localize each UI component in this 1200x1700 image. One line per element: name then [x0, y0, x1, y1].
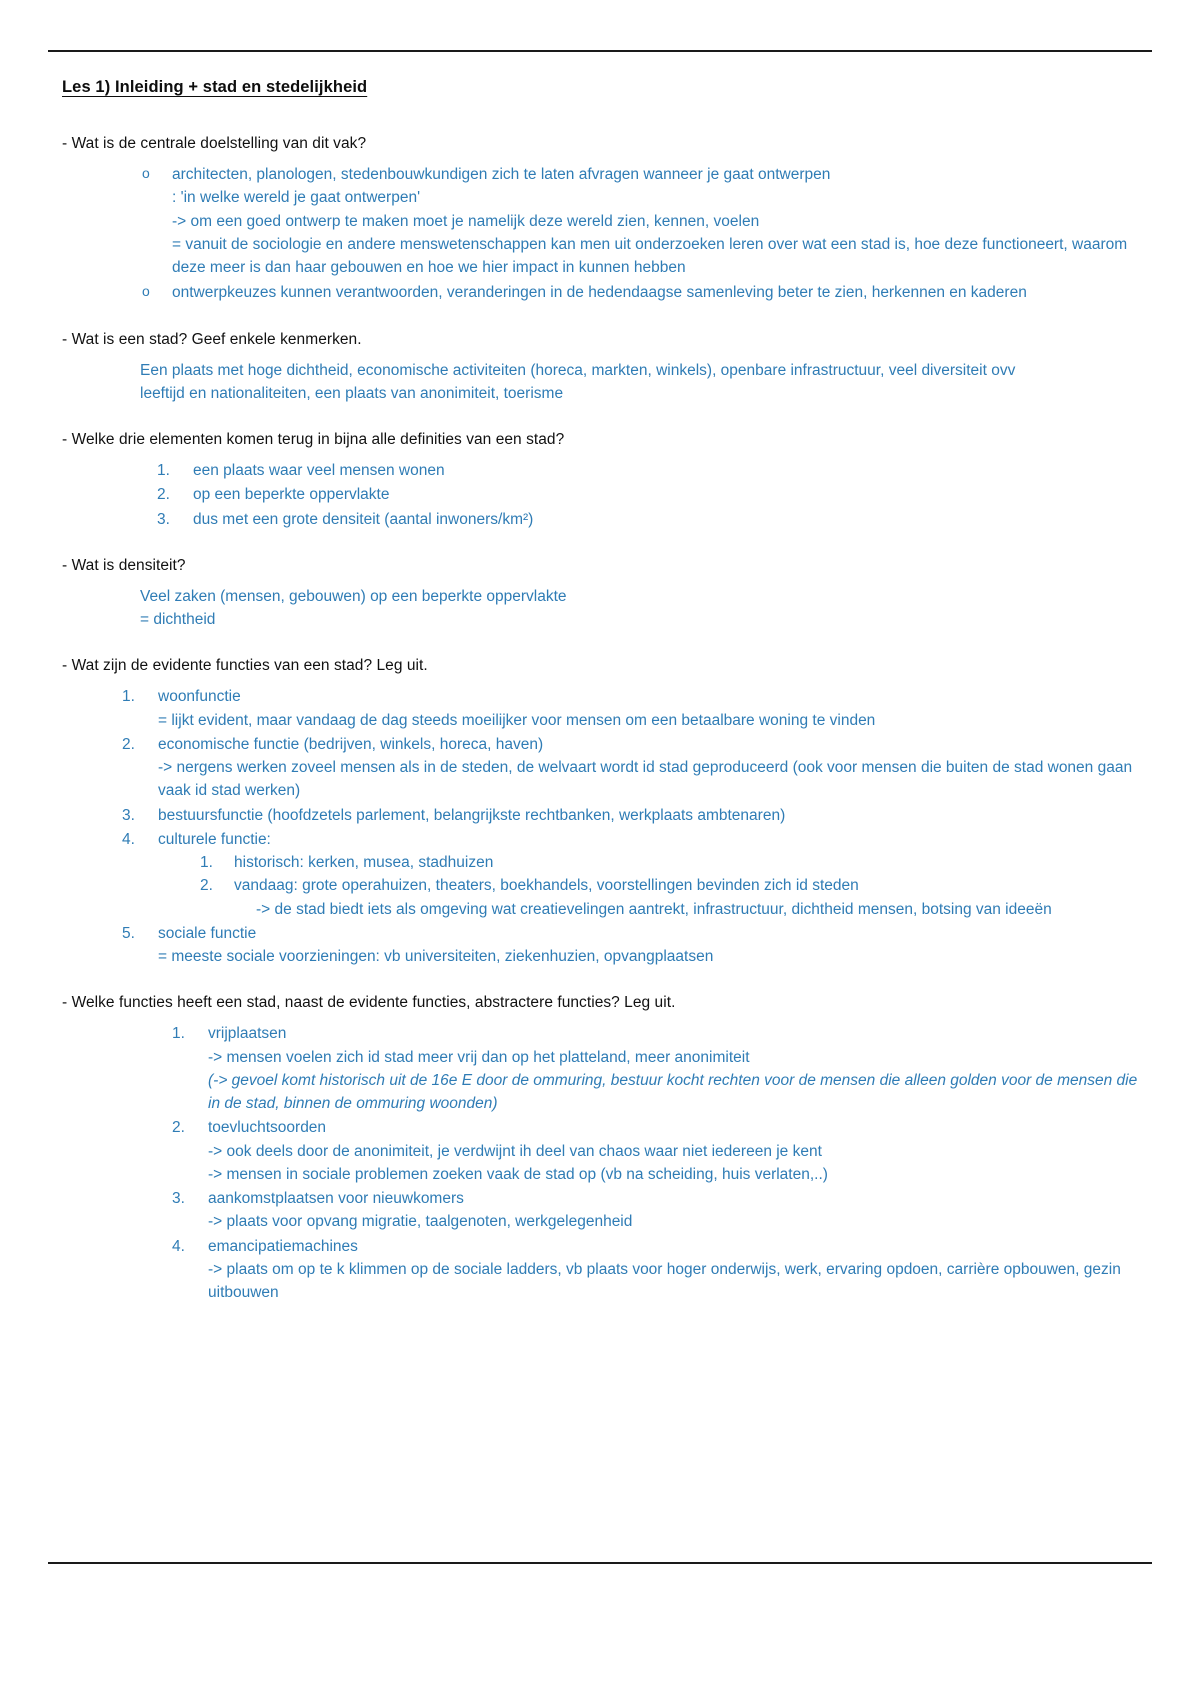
item-detail-text: -> ook deels door de anonimiteit, je verdwijnt ih deel van chaos waar niet iedereen je kent — [208, 1142, 822, 1160]
item-main-text: bestuursfunctie (hoofdzetels parlement, belangrijkste rechtbanken, werkplaats ambtenaren) — [158, 806, 786, 824]
list-item — [142, 163, 1138, 279]
answer-bullet-list — [62, 163, 1138, 305]
bullet-main-text: ontwerpkeuzes kunnen verantwoorden, veranderingen in de hedendaagse samenleving beter te zien, herkennen en kaderen — [172, 284, 1027, 302]
header-rule — [48, 50, 1152, 52]
bullet-detail-text: -> om een goed ontwerp te maken moet je namelijk deze wereld zien, kennen, voelen — [172, 212, 760, 230]
item-main-text: toevluchtsoorden — [208, 1119, 327, 1137]
subitem-detail-text: -> de stad biedt iets als omgeving wat creatievelingen aantrekt, infrastructuur, dichtheid mensen, botsing van ideeën — [256, 900, 1052, 918]
item-detail-text: = lijkt evident, maar vandaag de dag steeds moeilijker voor mensen om een betaalbare woning te vinden — [158, 711, 876, 729]
answer-line: Veel zaken (mensen, gebouwen) op een beperkte oppervlakte — [140, 587, 567, 605]
list-item — [157, 483, 1138, 506]
item-main-text: woonfunctie — [158, 688, 241, 706]
answer-sub-list — [158, 851, 1138, 921]
list-item — [122, 804, 1138, 827]
bullet-detail-text: = vanuit de sociologie en andere menswetenschappen kan men uit onderzoeken leren over wat een stad is, hoe deze functioneert, waarom deze meer is dan haar gebouwen en hoe we hier impact in kunnen hebben — [172, 235, 1128, 276]
question-text: - Welke functies heeft een stad, naast de evidente functies, abstractere functies? Leg uit. — [62, 994, 676, 1012]
item-detail-text: = meeste sociale voorzieningen: vb universiteiten, ziekenhuzien, opvangplaatsen — [158, 948, 714, 965]
answer-numbered-list — [62, 685, 1138, 968]
item-main-text: een plaats waar veel mensen wonen — [193, 462, 445, 479]
item-detail-text: -> plaats om op te k klimmen op de sociale ladders, vb plaats voor hoger onderwijs, werk, ervaring opdoen, carrière opbouwen, gezin uitbouwen — [208, 1260, 1121, 1301]
section-abstractere-functies — [62, 994, 1138, 1304]
item-detail-text: -> nergens werken zoveel mensen als in de steden, de welvaart wordt id stad geproduceerd (ook voor mensen die buiten de stad wonen gaan vaak id stad werken) — [158, 759, 1133, 800]
list-item — [172, 1116, 1138, 1186]
item-main-text: op een beperkte oppervlakte — [193, 486, 390, 504]
item-main-text: dus met een grote densiteit (aantal inwoners/km²) — [193, 510, 534, 528]
section-wat-is-densiteit — [62, 557, 1138, 632]
answer-numbered-list — [62, 1022, 1138, 1304]
subitem-main-text: historisch: kerken, musea, stadhuizen — [234, 854, 494, 871]
section-drie-elementen — [62, 431, 1138, 531]
list-item — [142, 281, 1138, 304]
section-wat-is-een-stad — [62, 331, 1138, 406]
item-detail-text: -> plaats voor opvang migratie, taalgenoten, werkgelegenheid — [208, 1213, 633, 1231]
question-text: - Wat is de centrale doelstelling van dit vak? — [62, 135, 367, 152]
section-centrale-doelstelling — [62, 135, 1138, 305]
answer-paragraph — [140, 585, 1020, 632]
item-main-text: vrijplaatsen — [208, 1025, 287, 1043]
item-detail-text: -> mensen voelen zich id stad meer vrij dan op het platteland, meer anonimiteit — [208, 1048, 750, 1066]
item-detail-text: -> mensen in sociale problemen zoeken vaak de stad op (vb na scheiding, huis verlaten,..) — [208, 1165, 828, 1183]
footer-rule — [48, 1562, 1152, 1564]
bullet-main-text: architecten, planologen, stedenbouwkundigen zich te laten afvragen wanneer je gaat ontwerpen — [172, 166, 831, 183]
item-main-text: emancipatiemachines — [208, 1237, 358, 1255]
item-main-text: sociale functie — [158, 924, 257, 942]
subitem-main-text: vandaag: grote operahuizen, theaters, boekhandels, voorstellingen bevinden zich id steden — [234, 877, 859, 895]
list-item — [122, 828, 1138, 921]
page-title: Les 1) Inleiding + stad en stedelijkheid — [62, 78, 368, 96]
list-item — [157, 508, 1138, 531]
list-item — [122, 733, 1138, 803]
list-item — [157, 459, 1138, 482]
answer-paragraph: Een plaats met hoge dichtheid, economische activiteiten (horeca, markten, winkels), openbare infrastructuur, veel diversiteit ovv leeftijd en nationaliteiten, een plaats van anonimiteit, toerisme — [140, 361, 1016, 402]
question-text: - Wat zijn de evidente functies van een stad? Leg uit. — [62, 657, 428, 675]
item-italic-detail-text: (-> gevoel komt historisch uit de 16e E door de ommuring, bestuur kocht rechten voor de mensen die alleen golden voor de mensen die in de stad, binnen de ommuring woonden) — [208, 1071, 1138, 1112]
list-item — [172, 1022, 1138, 1115]
list-item — [172, 1187, 1138, 1234]
list-item — [122, 922, 1138, 969]
section-evidente-functies — [62, 657, 1138, 968]
list-item — [172, 1235, 1138, 1305]
document-body — [62, 78, 1138, 1324]
item-main-text: aankomstplaatsen voor nieuwkomers — [208, 1190, 464, 1207]
question-text: - Wat is densiteit? — [62, 556, 186, 574]
answer-numbered-list — [62, 459, 1138, 531]
bullet-detail-text: : 'in welke wereld je gaat ontwerpen' — [172, 189, 421, 207]
item-main-text: culturele functie: — [158, 830, 271, 848]
question-text: - Welke drie elementen komen terug in bijna alle definities van een stad? — [62, 431, 565, 448]
list-item — [200, 874, 1138, 921]
list-item — [122, 685, 1138, 732]
list-item — [200, 851, 1138, 874]
question-text: - Wat is een stad? Geef enkele kenmerken. — [62, 330, 362, 348]
answer-line: = dichtheid — [140, 611, 216, 628]
item-main-text: economische functie (bedrijven, winkels, horeca, haven) — [158, 735, 544, 753]
